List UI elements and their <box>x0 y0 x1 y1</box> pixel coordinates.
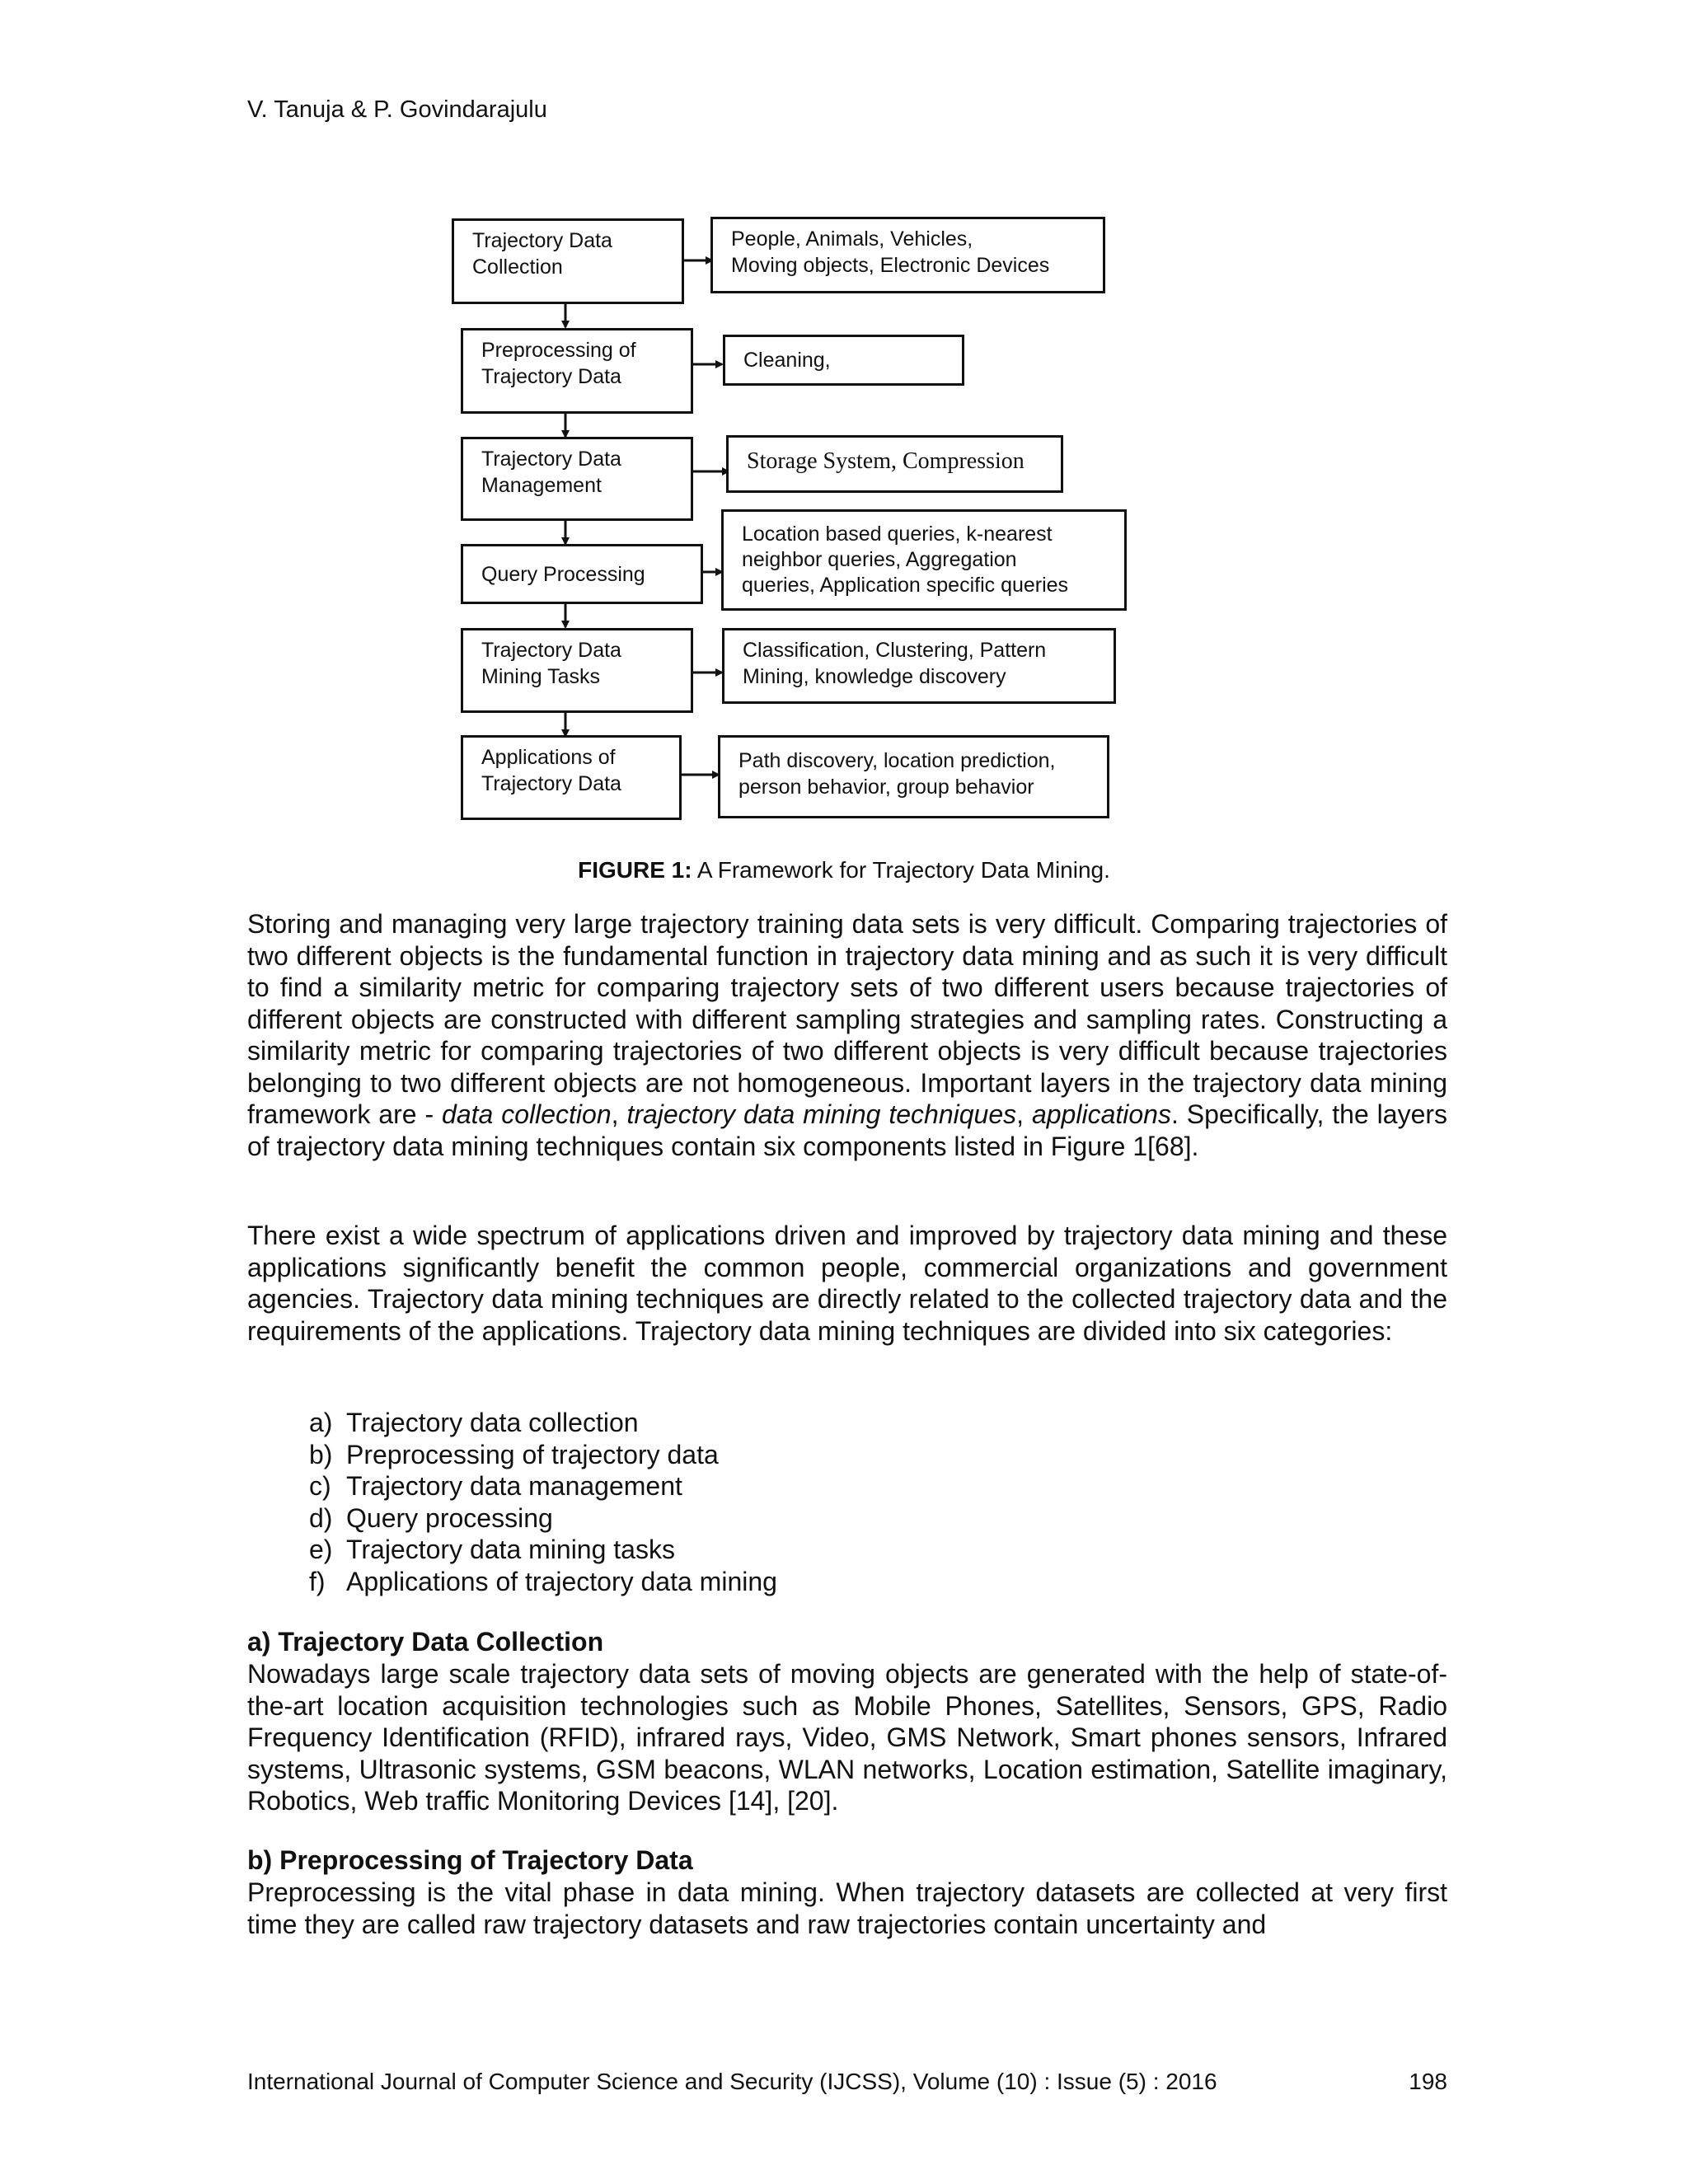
list-item: c) Trajectory data management <box>309 1471 682 1501</box>
step-box-query-processing: Query Processing <box>461 544 703 604</box>
list-item: b) Preprocessing of trajectory data <box>309 1439 719 1469</box>
step-box-applications: Applications of Trajectory Data <box>461 735 682 820</box>
detail-box-queries: Location based queries, k-nearest neighbor queries, Aggregation queries, Application specific queries <box>721 509 1127 611</box>
list-item: f) Applications of trajectory data mining <box>309 1566 777 1596</box>
detail-box-storage: Storage System, Compression <box>726 435 1063 493</box>
list-item: a) Trajectory data collection <box>309 1408 639 1437</box>
category-list <box>309 1407 777 1597</box>
section-heading-b: b) Preprocessing of Trajectory Data <box>247 1845 693 1875</box>
list-item: e) Trajectory data mining tasks <box>309 1535 675 1564</box>
detail-box-mining: Classification, Clustering, Pattern Mining, knowledge discovery <box>722 628 1116 704</box>
paragraph-4: Preprocessing is the vital phase in data mining. When trajectory datasets are collected at very first time they are called raw trajectory datasets and raw trajectories contain uncertainty and <box>247 1877 1447 1939</box>
journal-footer: International Journal of Computer Science and Security (IJCSS), Volume (10) : Issue (5) : 2016 <box>247 2069 1217 2094</box>
paragraph-3: Nowadays large scale trajectory data sets of moving objects are generated with the help of state-of-the-art location acquisition technologies such as Mobile Phones, Satellites, Sensors, GPS, Radio Frequency Identification (RFID), infrared rays, Video, GMS Network, Smart phones sensors, Infrared systems, Ultrasonic systems, GSM beacons, WLAN networks, Location estimation, Satellite imaginary, Robotics, Web traffic Monitoring Devices [14], [20]. <box>247 1659 1447 1816</box>
detail-box-cleaning: Cleaning, <box>723 335 964 386</box>
detail-box-applications: Path discovery, location prediction, person behavior, group behavior <box>718 735 1109 818</box>
list-item: d) Query processing <box>309 1502 553 1533</box>
step-box-data-collection: Trajectory Data Collection <box>452 218 684 304</box>
figure-caption: FIGURE 1: A Framework for Trajectory Data Mining. <box>578 857 1110 883</box>
step-box-mining-tasks: Trajectory Data Mining Tasks <box>461 628 693 713</box>
step-box-data-management: Trajectory Data Management <box>461 437 693 521</box>
paragraph-1: Storing and managing very large trajectory training data sets is very difficult. Comparing trajectories of two different objects is the fundamental function in trajectory data mining and as such it is very difficult to find a similarity metric for comparing trajectory sets of two different users because trajectories of different objects are constructed with different sampling strategies and sampling rates. Constructing a similarity metric for comparing trajectories of two different objects is very difficult because trajectories belonging to two different objects are not homogeneous. Important layers in the trajectory data mining framework are - data collection, trajectory data mining techniques, applications. Specifically, the layers of trajectory data mining techniques contain six components listed in Figure 1[68]. <box>247 909 1448 1161</box>
step-box-preprocessing: Preprocessing of Trajectory Data <box>461 328 693 414</box>
page-number: 198 <box>1409 2069 1447 2094</box>
section-heading-a: a) Trajectory Data Collection <box>247 1627 604 1657</box>
detail-box-sources: People, Animals, Vehicles, Moving objects, Electronic Devices <box>710 217 1105 293</box>
running-header: V. Tanuja & P. Govindarajulu <box>247 96 547 123</box>
paragraph-2: There exist a wide spectrum of applications driven and improved by trajectory data mining and these applications significantly benefit the common people, commercial organizations and government agencies. Trajectory data mining techniques are directly related to the collected trajectory data and the requirements of the applications. Trajectory data mining techniques are divided into six categories: <box>247 1221 1447 1346</box>
figure-arrows <box>0 0 1688 857</box>
